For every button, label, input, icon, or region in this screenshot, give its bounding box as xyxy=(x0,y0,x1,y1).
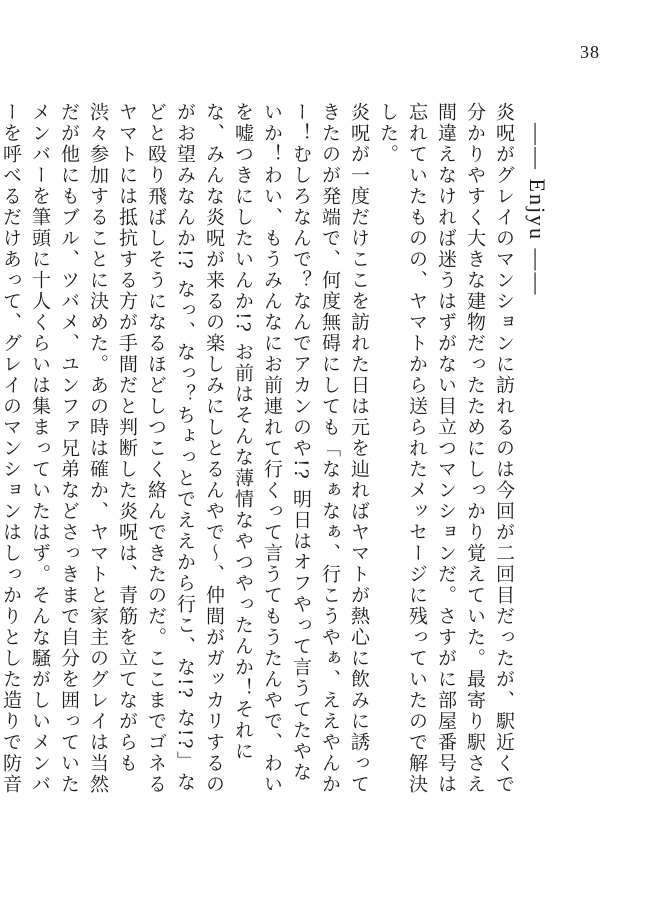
paragraph: 炎呪が一度だけここを訪れた日は元を辿ればヤマトが熱心に飲みに誘ってきたのが発端で、何度無碍にしても「なぁなぁ、行こうやぁ、ええやんかー！むしろなんで？なんでアカンのや!? 明日はオフやって言うてたやないか！わい、もうみんなにお前連れて行くって言うてもうたんやで、わいを嘘つきにしたいんか!? お前はそんな薄情なやつやったんか！それにな、みんな炎呪が来るの楽しみにしとるんやで〜、仲間がガッカリするのがお望みなんか!? なっ、なっ？ちょっとでええから行こ、な!? な!?」などと殴り飛ばしそうになるほどしつこく絡んできたのだ。ここまでゴネるヤマトには抵抗する方が手間だと判断した炎呪は、青筋を立てながらも渋々参加することに決めた。あの時は確か、ヤマトと家主のグレイは当然だが他にもブル、ツバメ、ユンファ兄弟などさっきまで自分を囲っていたメンバーを筆頭に十人くらいは集まっていたはず。そんな騒がしいメンバーを呼べるだけあって、グレイのマンションはしっかりとした造りで防音 xyxy=(0,102,370,795)
paragraph: 炎呪がグレイのマンションに訪れるのは今回が二回目だったが、駅近くで分かりやすく大きな建物だったためにしっかり覚えていた。最寄り駅さえ間違えなければ迷うはずがない目立つマンションだ。さすがに部屋番号は忘れていたものの、ヤマトから送られたメッセージに残っていたので解決した。 xyxy=(377,102,515,795)
page-number: 38 xyxy=(580,42,600,62)
body-text xyxy=(0,102,518,802)
chapter-title: —— Enjyu —— xyxy=(525,123,550,297)
